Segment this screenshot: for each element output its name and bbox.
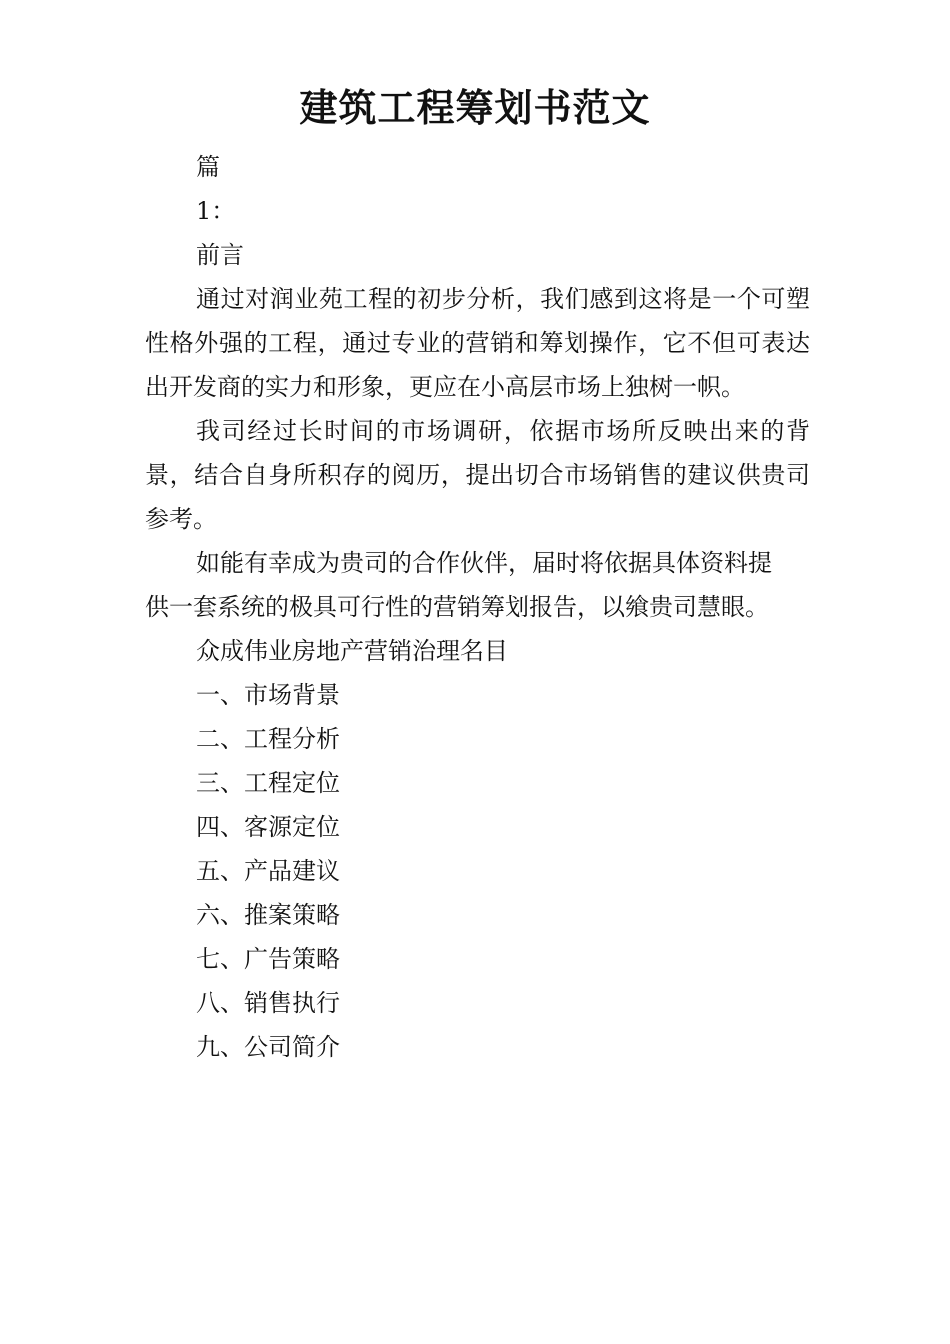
toc-item: 二、工程分析 (196, 725, 340, 753)
paragraph-1: 通过对润业苑工程的初步分析，我们感到这将是一个可塑性格外强的工程，通过专业的营销和筹划操作，它不但可表达出开发商的实力和形象，更应在小高层市场上独树一帜。 (145, 285, 810, 401)
paragraph-2: 我司经过长时间的市场调研，依据市场所反映出来的背景，结合自身所积存的阅历，提出切合市场销售的建议供贵司参考。 (145, 417, 810, 533)
document-title: 建筑工程筹划书范文 (299, 85, 651, 130)
heading-number: 1： (196, 197, 236, 225)
toc-item: 一、市场背景 (196, 681, 340, 709)
toc-item: 五、产品建议 (196, 857, 340, 885)
preface-heading: 前言 (196, 241, 244, 269)
paragraph-3-line-2: 供一套系统的极具可行性的营销筹划报告，以飨贵司慧眼。 (145, 593, 769, 621)
toc-title: 众成伟业房地产营销治理名目 (196, 637, 508, 665)
toc-item: 九、公司简介 (196, 1033, 340, 1061)
heading-part: 篇 (196, 153, 220, 181)
toc-item: 七、广告策略 (196, 945, 340, 973)
toc-item: 六、推案策略 (196, 901, 340, 929)
paragraph-3-line-1: 如能有幸成为贵司的合作伙伴，届时将依据具体资料提 (196, 549, 772, 577)
toc-item: 三、工程定位 (196, 769, 340, 797)
toc-item: 八、销售执行 (196, 989, 340, 1017)
document-body (145, 145, 810, 1069)
toc-item: 四、客源定位 (196, 813, 340, 841)
